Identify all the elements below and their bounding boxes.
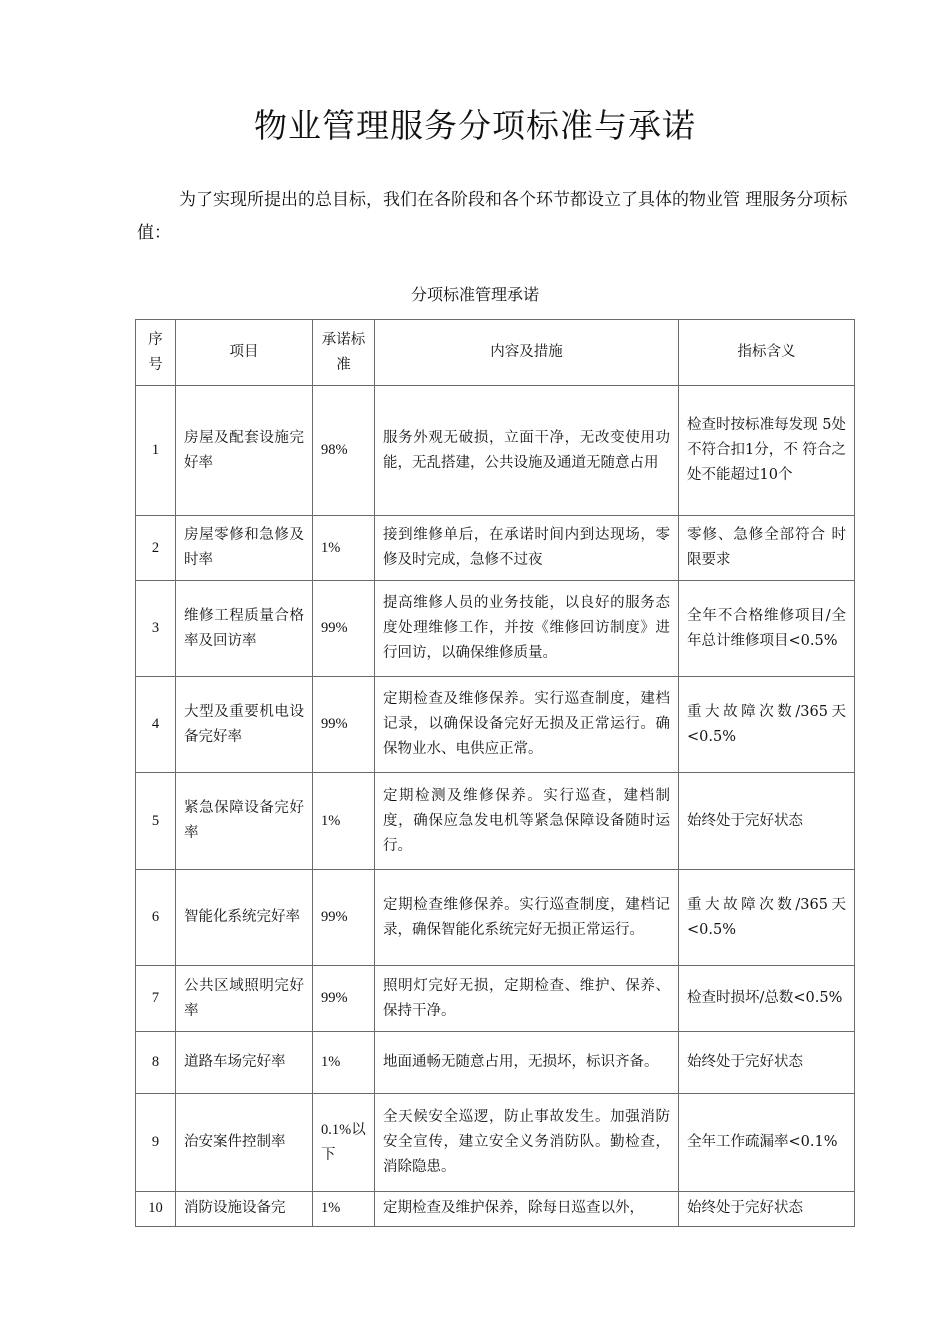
row-meaning: 重大故障次数/365天<0.5%: [679, 870, 855, 966]
table-row: [136, 966, 855, 1032]
header-no: 序号: [136, 320, 176, 386]
row-no: 5: [136, 773, 176, 870]
row-item: 道路车场完好率: [176, 1032, 313, 1094]
row-no: 8: [136, 1032, 176, 1094]
row-standard: 1%: [313, 1032, 375, 1094]
row-standard: 99%: [313, 677, 375, 773]
header-standard: 承诺标准: [313, 320, 375, 386]
row-item: 消防设施设备完: [176, 1192, 313, 1227]
row-meaning: 始终处于完好状态: [679, 1192, 855, 1227]
row-item: 房屋零修和急修及时率: [176, 516, 313, 581]
row-item: 智能化系统完好率: [176, 870, 313, 966]
table-row: [136, 677, 855, 773]
header-item: 项目: [176, 320, 313, 386]
row-measures: 地面通畅无随意占用，无损坏，标识齐备。: [375, 1032, 679, 1094]
row-meaning: 零修、急修全部符合 时限要求: [679, 516, 855, 581]
row-item: 大型及重要机电设备完好率: [176, 677, 313, 773]
row-no: 9: [136, 1094, 176, 1192]
row-no: 7: [136, 966, 176, 1032]
row-measures: 提高维修人员的业务技能，以良好的服务态度处理维修工作，并按《维修回访制度》进行回访，以确保维修质量。: [375, 581, 679, 677]
row-no: 2: [136, 516, 176, 581]
standards-table: [135, 319, 855, 1227]
table-row: [136, 1094, 855, 1192]
table-row: [136, 773, 855, 870]
row-meaning: 检查时损坏/总数<0.5%: [679, 966, 855, 1032]
row-measures: 服务外观无破损，立面干净，无改变使用功能，无乱搭建，公共设施及通道无随意占用: [375, 386, 679, 516]
row-no: 6: [136, 870, 176, 966]
row-item: 房屋及配套设施完好率: [176, 386, 313, 516]
row-no: 10: [136, 1192, 176, 1227]
page-title: 物业管理服务分项标准与承诺: [254, 106, 696, 145]
table-row: [136, 516, 855, 581]
row-meaning: 始终处于完好状态: [679, 1032, 855, 1094]
row-measures: 定期检查及维修保养。实行巡查制度，建档记录，以确保设备完好无损及正常运行。确保物业水、电供应正常。: [375, 677, 679, 773]
row-measures: 接到维修单后，在承诺时间内到达现场，零修及时完成，急修不过夜: [375, 516, 679, 581]
table-row: [136, 386, 855, 516]
table-row: [136, 870, 855, 966]
row-measures: 定期检查维修保养。实行巡查制度，建档记录，确保智能化系统完好无损正常运行。: [375, 870, 679, 966]
row-meaning: 始终处于完好状态: [679, 773, 855, 870]
table-header-row: [136, 320, 855, 386]
row-item: 公共区域照明完好率: [176, 966, 313, 1032]
row-standard: 1%: [313, 773, 375, 870]
row-standard: 1%: [313, 516, 375, 581]
row-standard: 99%: [313, 581, 375, 677]
table-row: [136, 1192, 855, 1227]
row-item: 治安案件控制率: [176, 1094, 313, 1192]
row-standard: 99%: [313, 870, 375, 966]
row-meaning: 全年不合格维修项目/全年总计维修项目<0.5%: [679, 581, 855, 677]
row-meaning: 全年工作疏漏率<0.1%: [679, 1094, 855, 1192]
table-caption: 分项标准管理承诺: [410, 285, 539, 304]
table-row: [136, 581, 855, 677]
row-measures: 定期检测及维修保养。实行巡查，建档制度，确保应急发电机等紧急保障设备随时运行。: [375, 773, 679, 870]
intro-paragraph: 为了实现所提出的总目标，我们在各阶段和各个环节都设立了具体的物业管 理服务分项标值：: [137, 190, 848, 243]
row-measures: 照明灯完好无损，定期检查、维护、保养、保持干净。: [375, 966, 679, 1032]
row-standard: 98%: [313, 386, 375, 516]
row-no: 1: [136, 386, 176, 516]
row-no: 4: [136, 677, 176, 773]
row-meaning: 重大故障次数/365天<0.5%: [679, 677, 855, 773]
row-measures: 全天候安全巡逻，防止事故发生。加强消防安全宣传，建立安全义务消防队。勤检查，消除隐患。: [375, 1094, 679, 1192]
header-measures: 内容及措施: [375, 320, 679, 386]
row-standard: 99%: [313, 966, 375, 1032]
header-meaning: 指标含义: [679, 320, 855, 386]
row-measures: 定期检查及维护保养，除每日巡查以外，: [375, 1192, 679, 1227]
row-no: 3: [136, 581, 176, 677]
row-item: 维修工程质量合格率及回访率: [176, 581, 313, 677]
table-row: [136, 1032, 855, 1094]
row-item: 紧急保障设备完好率: [176, 773, 313, 870]
row-meaning: 检查时按标准每发现 5处不符合扣1分，不 符合之处不能超过10个: [679, 386, 855, 516]
row-standard: 1%: [313, 1192, 375, 1227]
row-standard: 0.1%以下: [313, 1094, 375, 1192]
